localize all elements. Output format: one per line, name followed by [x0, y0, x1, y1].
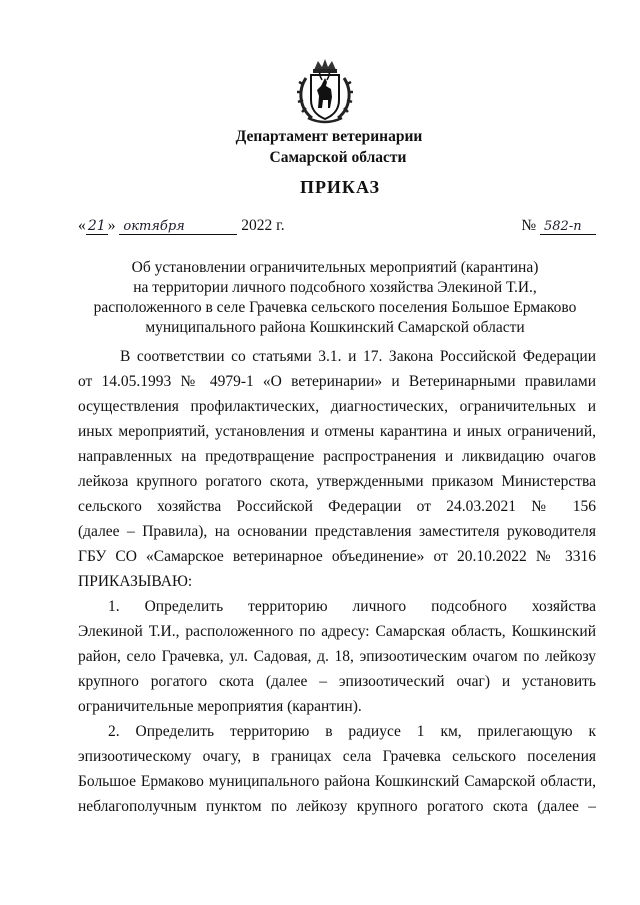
text-line: направленных на предотвращение распространения и ликвидацию очагов: [78, 448, 596, 465]
text-line: сельского хозяйства Российской Федерации от 24.03.2021 № 156: [78, 498, 596, 515]
department-name: Департамент ветеринарии: [235, 128, 423, 145]
number-sign: №: [521, 217, 537, 234]
order-directive: ПРИКАЗЫВАЮ:: [78, 573, 193, 590]
order-number: [521, 217, 596, 235]
item-2-paragraph: [78, 719, 596, 819]
text-line: осуществления профилактических, диагностических, ограничительных и: [78, 398, 596, 415]
text-line: Элекиной Т.И., расположенного по адресу: Самарская область, Кошкинский: [78, 623, 596, 640]
subject-line: муниципального района Кошкинский Самарской области: [145, 319, 525, 336]
text-line: 1. Определить территорию личного подсобного хозяйства: [108, 598, 596, 615]
text-line: лейкоза крупного рогатого скота, утвержденными приказом Министерства: [78, 473, 596, 490]
text-line: от 14.05.1993 № 4979-1 «О ветеринарии» и Ветеринарными правилами: [78, 373, 596, 390]
text-line: (далее – Правила), на основании представления заместителя руководителя: [78, 523, 596, 540]
text-line: эпизоотическому очагу, в границах села Грачевка сельского поселения: [78, 748, 596, 765]
text-line: 2. Определить территорию в радиусе 1 км, прилегающую к: [108, 723, 596, 740]
text-line: В соответствии со статьями 3.1. и 17. Закона Российской Федерации: [120, 348, 596, 365]
department-region: Самарской области: [269, 149, 407, 166]
subject-line: Об установлении ограничительных мероприятий (карантина): [131, 259, 539, 276]
date-number-row: [78, 217, 596, 239]
handwritten-month: октября: [119, 219, 237, 235]
subject-line: на территории личного подсобного хозяйства Элекиной Т.И.,: [133, 279, 537, 296]
text-line: крупного рогатого скота (далее – эпизоотический очаг) и установить: [78, 673, 596, 690]
order-date: « 21 » октября 2022 г.: [78, 217, 285, 234]
text-line: ГБУ СО «Самарское ветеринарное объединение» от 20.10.2022 № 3316: [78, 548, 596, 565]
text-line: ограничительные мероприятия (карантин).: [78, 698, 362, 715]
text-line: неблагополучным пунктом по лейкозу крупного рогатого скота (далее –: [78, 798, 596, 815]
item-1-paragraph: [78, 594, 596, 719]
handwritten-day: 21: [86, 218, 108, 235]
subject-line: расположенного в селе Грачевка сельского поселения Большое Ермаково: [93, 299, 577, 316]
order-body: [78, 344, 596, 819]
text-line: район, село Грачевка, ул. Садовая, д. 18, эпизоотическим очагом по лейкозу: [78, 648, 596, 665]
text-line: Большое Ермаково муниципального района Кошкинский Самарской области,: [78, 773, 596, 790]
order-year: 2022 г.: [241, 217, 285, 234]
preamble-paragraph: [78, 344, 596, 594]
order-subject: [70, 258, 600, 338]
handwritten-number: 582-п: [540, 219, 596, 235]
samara-coat-of-arms-emblem: [294, 56, 356, 124]
department-heading: [0, 126, 640, 168]
document-title: ПРИКАЗ: [299, 177, 381, 197]
text-line: иных мероприятий, установления и отмены карантина и иных ограничений,: [78, 423, 596, 440]
